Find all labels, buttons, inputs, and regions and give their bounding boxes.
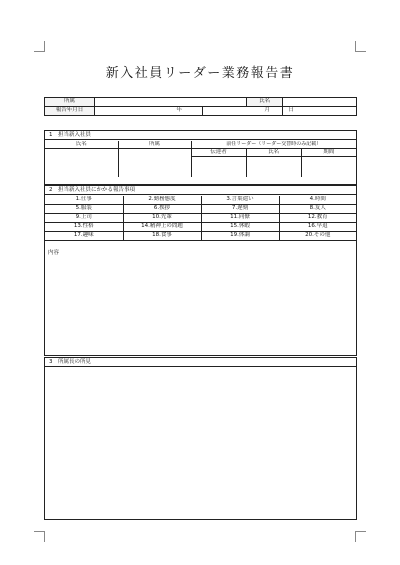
report-item[interactable]: 4.時間	[279, 196, 356, 205]
report-item[interactable]: 16.早退	[279, 223, 356, 232]
prev-name-cell[interactable]	[246, 157, 301, 178]
section3-label: 3 所属長の所見	[45, 358, 356, 367]
report-item[interactable]: 12.教育	[279, 214, 356, 223]
col-name: 氏名	[45, 141, 118, 149]
report-item[interactable]: 19.体調	[201, 232, 279, 241]
report-item[interactable]: 9.上司	[45, 214, 123, 223]
report-item[interactable]: 10.先輩	[123, 214, 201, 223]
report-item[interactable]: 2.勤務態度	[123, 196, 201, 205]
col-dept: 所属	[118, 141, 191, 149]
table-row	[45, 232, 356, 241]
table-row	[45, 196, 356, 205]
month-field[interactable]: 月	[203, 107, 283, 116]
report-item[interactable]: 5.服装	[45, 205, 123, 214]
sub-period: 期間	[301, 149, 356, 157]
report-item[interactable]: 1.仕事	[45, 196, 123, 205]
report-item[interactable]: 11.同僚	[201, 214, 279, 223]
section1-label: 1 担当新入社員	[45, 131, 356, 140]
day-field[interactable]: 日	[283, 107, 357, 116]
date-label: 報告年月日	[45, 107, 95, 116]
report-item[interactable]: 8.友人	[279, 205, 356, 214]
crop-mark-top-right	[355, 41, 366, 52]
report-item[interactable]: 15.休暇	[201, 223, 279, 232]
section2-label: 2 担当新入社員にかかる報告事項	[45, 186, 356, 195]
name-label: 氏名	[247, 98, 283, 107]
crop-mark-bottom-right	[355, 531, 366, 542]
table-row	[45, 223, 356, 232]
employee-name-cell[interactable]	[45, 149, 118, 178]
report-item[interactable]: 7.遅刻	[201, 205, 279, 214]
report-item[interactable]: 17.趣味	[45, 232, 123, 241]
report-item[interactable]: 3.言葉遣い	[201, 196, 279, 205]
successor-cell[interactable]	[191, 157, 246, 178]
crop-mark-top-left	[34, 41, 45, 52]
dept-label: 所属	[45, 98, 95, 107]
dept-field[interactable]	[95, 98, 247, 107]
year-field[interactable]: 年	[95, 107, 203, 116]
table-row	[45, 205, 356, 214]
report-item[interactable]: 18.食事	[123, 232, 201, 241]
sub-name: 氏名	[246, 149, 301, 157]
page-title: 新入社員リーダー業務報告書	[105, 66, 295, 81]
col-prev-leader: 前任リーダー（リーダー交替時のみ記載）	[191, 141, 356, 149]
report-item[interactable]: 14.精神上の問題	[123, 223, 201, 232]
employee-dept-cell[interactable]	[118, 149, 191, 178]
report-item[interactable]: 13.性格	[45, 223, 123, 232]
crop-mark-bottom-left	[34, 531, 45, 542]
sub-successor: 伝達者	[191, 149, 246, 157]
section-manager-comments	[44, 357, 357, 520]
table-row	[45, 214, 356, 223]
report-item[interactable]: 20.その他	[279, 232, 356, 241]
assigned-employee-table	[45, 141, 356, 177]
report-items-table	[45, 196, 356, 241]
period-cell[interactable]	[301, 157, 356, 178]
name-field[interactable]	[283, 98, 357, 107]
section-assigned-employee	[44, 130, 357, 185]
section-report-items	[44, 185, 357, 356]
content-label: 内容	[48, 250, 60, 256]
header-table	[44, 97, 357, 116]
report-item[interactable]: 6.挨拶	[123, 205, 201, 214]
